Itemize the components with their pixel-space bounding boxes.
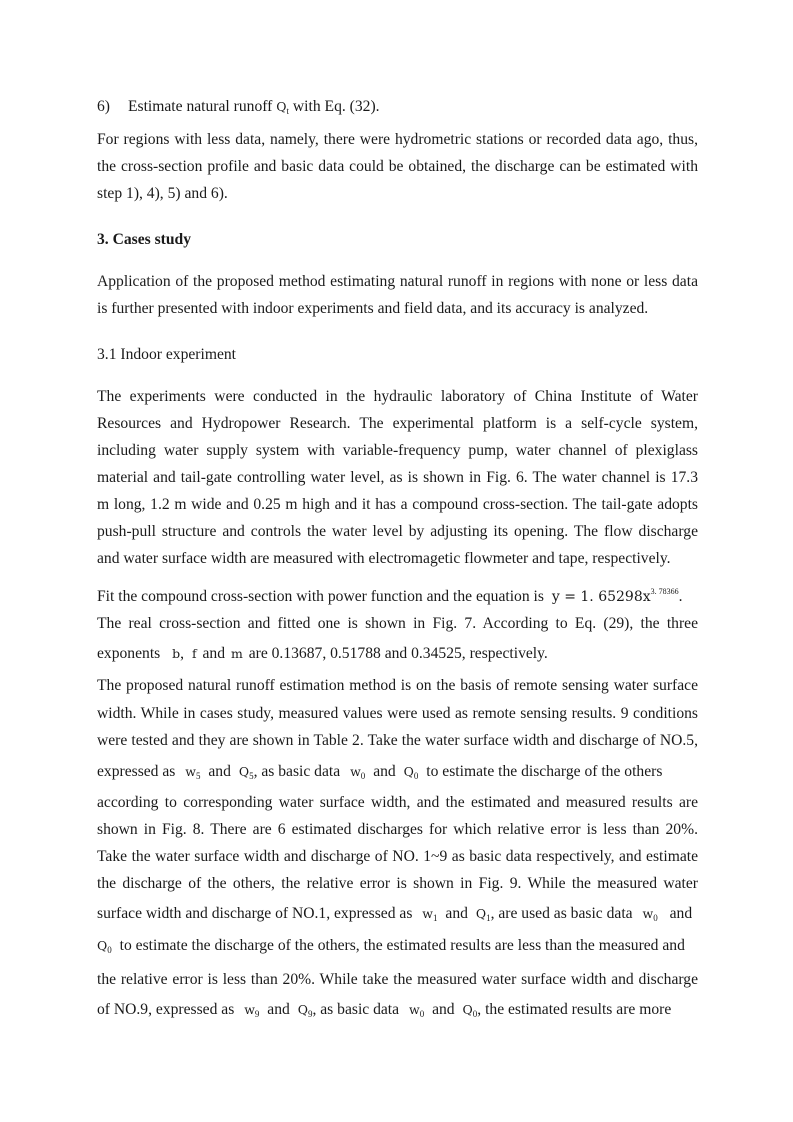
math-Q: Q xyxy=(276,99,287,114)
paragraph-line: Application of the proposed method estimating natural runoff in regions with none or less data xyxy=(97,273,698,290)
section-heading: 3. Cases study xyxy=(97,231,192,248)
paragraph-line: and water surface width are measured with electromagetic flowmeter and tape, respectively. xyxy=(97,550,671,567)
exponents-line: exponents b, f and m are 0.13687, 0.51788 and 0.34525, respectively. xyxy=(97,645,548,662)
paragraph-line: Resources and Hydropower Research. The experimental platform is a self-cycle system, xyxy=(97,415,698,432)
paragraph-line: according to corresponding water surface width, and the estimated and measured results are xyxy=(97,794,698,811)
paragraph-line: Take the water surface width and discharge of NO. 1~9 as basic data respectively, and estimate xyxy=(97,848,698,865)
paragraph-line: is further presented with indoor experiments and field data, and its accuracy is analyzed. xyxy=(97,300,649,317)
paragraph-line: material and tail-gate controlling water level, as is shown in Fig. 6. The water channel is 17.3 xyxy=(97,469,698,486)
paragraph-line: m long, 1.2 m wide and 0.25 m high and it has a compound cross-section. The tail-gate adopts xyxy=(97,496,698,513)
paragraph-line: The proposed natural runoff estimation method is on the basis of remote sensing water surface xyxy=(97,677,698,694)
math-m: m xyxy=(230,646,243,661)
paragraph-line: were tested and they are shown in Table 2. Take the water surface width and discharge of NO.5, xyxy=(97,732,698,749)
step-6-line: 6) Estimate natural runoff Qt with Eq. (32). xyxy=(97,98,380,116)
paragraph-line: The experiments were conducted in the hydraulic laboratory of China Institute of Water xyxy=(97,388,698,405)
equation-line: Fit the compound cross-section with power function and the equation is y = 1. $65298x^{3. 78366}$. xyxy=(97,587,683,605)
paragraph-line: the discharge of the others, the relative error is shown in Fig. 9. While the measured water xyxy=(97,875,698,892)
paragraph-line: push-pull structure and controls the water level by adjusting its opening. The flow discharge xyxy=(97,523,698,540)
paragraph-line: surface width and discharge of NO.1, expressed as w1 and Q1, are used as basic data w0 and xyxy=(97,905,693,923)
power-function-equation: y = 1. 65298x xyxy=(551,589,651,605)
paragraph-line: Q0 to estimate the discharge of the others, the estimated results are less than the measured and xyxy=(97,937,685,955)
paragraph-line: shown in Fig. 8. There are 6 estimated discharges for which relative error is less than 20%. xyxy=(97,821,698,838)
paragraph-line: For regions with less data, namely, there were hydrometric stations or recorded data ago, thus, xyxy=(97,131,698,148)
paragraph-line: width. While in cases study, measured values were used as remote sensing results. 9 conditions xyxy=(97,705,698,722)
paragraph-line: step 1), 4), 5) and 6). xyxy=(97,185,228,202)
paragraph-line: the relative error is less than 20%. While take the measured water surface width and discharge xyxy=(97,971,698,988)
paragraph-line: the cross-section profile and basic data could be obtained, the discharge can be estimated with xyxy=(97,158,698,175)
math-b: b xyxy=(172,646,181,661)
paragraph-line: The real cross-section and fitted one is shown in Fig. 7. According to Eq. (29), the three xyxy=(97,615,698,632)
paragraph-line: of NO.9, expressed as w9 and Q9, as basic data w0 and Q0, the estimated results are more xyxy=(97,1001,672,1019)
paragraph-line: expressed as w5 and Q5, as basic data w0 and Q0 to estimate the discharge of the others xyxy=(97,763,663,781)
math-f: f xyxy=(191,646,197,661)
paragraph-line: including water supply system with variable-frequency pump, water channel of plexiglass xyxy=(97,442,698,459)
subsection-heading: 3.1 Indoor experiment xyxy=(97,346,237,363)
